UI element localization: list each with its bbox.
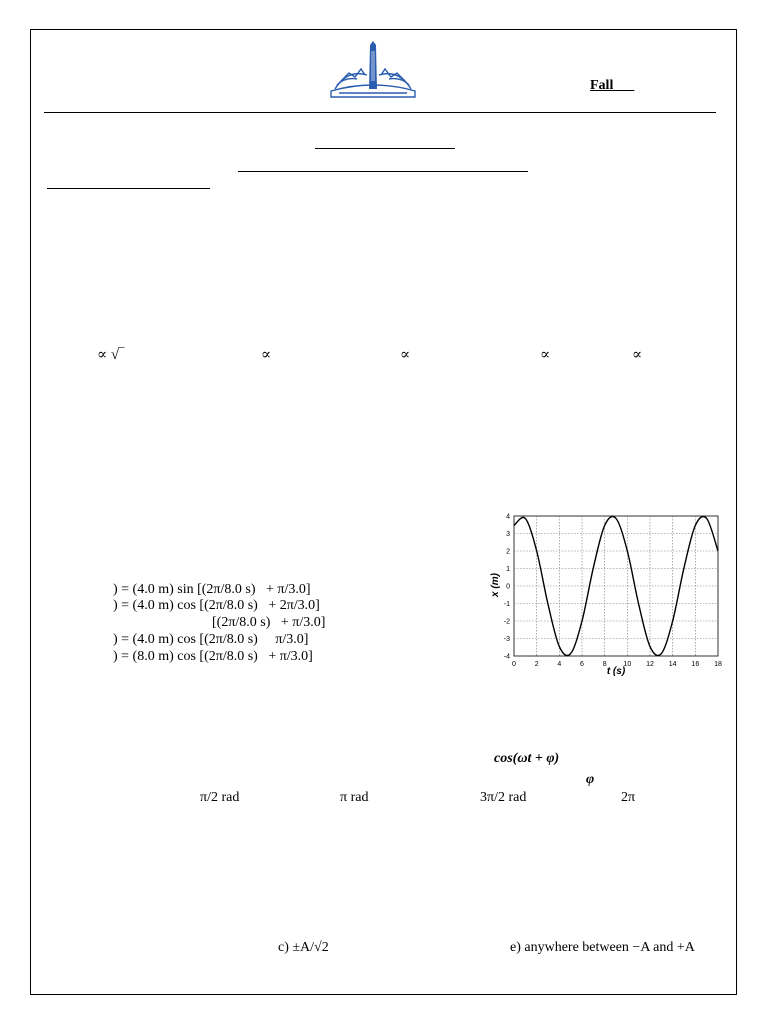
x-tick-label: 10 — [623, 661, 632, 668]
equation-option-d: ) = (4.0 m) cos [(2π/8.0 s) π/3.0] — [113, 632, 309, 647]
phase-option-d: 2π — [621, 790, 636, 805]
y-tick-label: -2 — [503, 618, 510, 626]
position-option-c: c) ±A/√2 — [278, 940, 329, 955]
title-underline — [315, 148, 455, 149]
phi-symbol: φ — [586, 772, 595, 787]
x-tick-label: 16 — [691, 661, 700, 668]
university-logo — [327, 39, 419, 101]
x-tick-label: 14 — [668, 661, 677, 668]
name-underline — [47, 188, 210, 189]
y-tick-label: 0 — [506, 583, 510, 591]
x-tick-label: 6 — [580, 661, 584, 668]
displacement-time-graph — [484, 506, 722, 680]
position-option-e: e) anywhere between −A and +A — [510, 940, 695, 955]
y-tick-label: 2 — [506, 548, 510, 556]
equation-option-a: ) = (4.0 m) sin [(2π/8.0 s) + π/3.0] — [113, 582, 311, 597]
phase-option-c: 3π/2 rad — [480, 790, 527, 805]
x-axis-label: t (s) — [606, 666, 626, 677]
phase-option-a: π/2 rad — [200, 790, 240, 805]
header-rule — [44, 112, 716, 113]
x-tick-label: 18 — [714, 661, 722, 668]
x-tick-label: 2 — [534, 661, 539, 668]
equation-option-c: [(2π/8.0 s) + π/3.0] — [212, 615, 326, 630]
graph-tick-labels — [504, 514, 722, 669]
y-tick-label: -3 — [503, 636, 510, 643]
equation-option-e: ) = (8.0 m) cos [(2π/8.0 s) + π/3.0] — [113, 649, 313, 664]
equation-option-b: ) = (4.0 m) cos [(2π/8.0 s) + 2π/3.0] — [113, 598, 320, 613]
x-tick-label: 0 — [512, 661, 516, 668]
y-tick-label: 1 — [506, 566, 510, 573]
y-tick-label: 3 — [506, 531, 510, 538]
term-label: Fall — [590, 78, 635, 93]
proportional-option-b: ∝ — [261, 347, 272, 363]
y-axis-label: x (m) — [490, 573, 501, 597]
x-tick-label: 8 — [602, 661, 607, 668]
subtitle-underline — [238, 171, 528, 172]
proportional-option-c: ∝ — [400, 347, 411, 363]
proportional-option-e: ∝ — [632, 347, 643, 363]
x-tick-label: 12 — [646, 661, 654, 668]
y-tick-label: -4 — [503, 653, 510, 661]
phase-expression: cos(ωt + φ) — [494, 751, 560, 766]
proportional-option-d: ∝ — [540, 347, 551, 363]
y-tick-label: 4 — [506, 513, 510, 521]
x-tick-label: 4 — [557, 661, 562, 668]
phase-option-b: π rad — [340, 790, 369, 805]
y-tick-label: -1 — [503, 601, 510, 608]
proportional-option-a: ∝ √‾ — [97, 347, 125, 363]
